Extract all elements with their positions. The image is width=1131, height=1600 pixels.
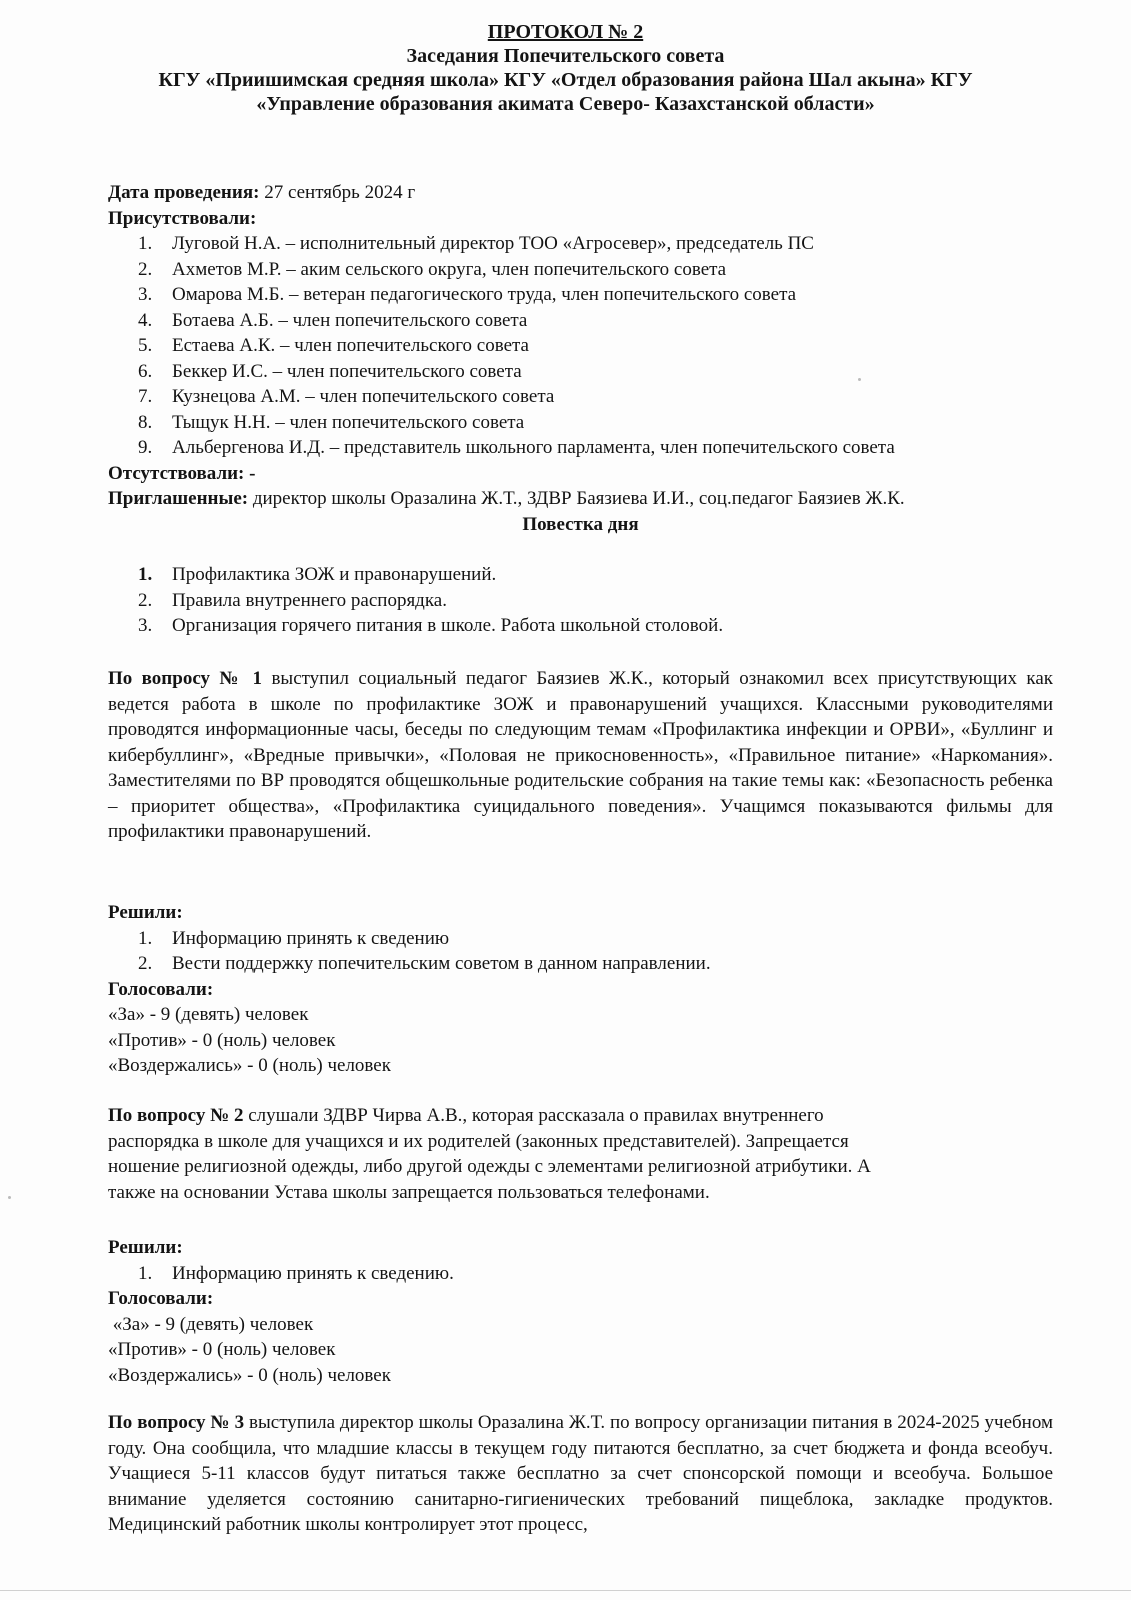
document-header — [60, 20, 1071, 116]
date-value: 27 сентябрь 2024 г — [259, 182, 416, 203]
member-item — [108, 384, 1053, 410]
vote-abstained: «Воздержались» - 0 (ноль) человек — [108, 1055, 391, 1076]
member-number: 6. — [138, 360, 153, 382]
meeting-date — [108, 180, 1053, 206]
organization-line-2: «Управление образования акимата Северо- Казахстанской области» — [256, 93, 875, 115]
organization-line-1: КГУ «Приишимская средняя школа» КГУ «Отдел образования района Шал акына» КГУ — [158, 69, 973, 91]
vote-abstained: «Воздержались» - 0 (ноль) человек — [108, 1364, 391, 1386]
member-text: Естаева А.К. – член попечительского совета — [172, 335, 529, 356]
member-number: 8. — [138, 411, 153, 433]
question-2-decision — [108, 1235, 1053, 1388]
agenda-list — [108, 562, 1053, 639]
agenda-item — [108, 562, 1053, 588]
question-1-text: выступил социальный педагог Баязиев Ж.К., который ознакомил всех присутствующих как ведется работа в школе по профилактике ЗОЖ и правонарушений учащихся. Классными руководителями проводятся информационные часы, беседы по следующим темам «Профилактика инфекции и ОРВИ», «Буллинг и кибербуллинг», «Вредные привычки», «Половая не прикосновенность», «Правильное питание» «Наркомания». Заместителями по ВР проводятся общешкольные родительские собрания на такие темы как: «Безопасность ребенка – приоритет общества», «Профилактика суицидального поведения». Учащимся показываются фильмы для профилактики правонарушений. — [108, 668, 1054, 842]
decision-text: Вести поддержку попечительским советом в данном направлении. — [172, 953, 711, 974]
member-item — [108, 257, 1053, 283]
question-2-text: слушали ЗДВР Чирва А.В., которая рассказала о правилах внутреннего — [243, 1105, 824, 1126]
member-text: Беккер И.С. – член попечительского совета — [172, 360, 522, 382]
member-text: Ахметов М.Р. – аким сельского округа, член попечительского совета — [172, 258, 727, 280]
decision-number: 1. — [138, 1262, 153, 1284]
question-2-line: ношение религиозной одежды, либо другой одежды с элементами религиозной атрибутики. А — [108, 1156, 871, 1177]
scan-speck — [858, 378, 861, 381]
member-number: 4. — [138, 309, 153, 331]
decision-number: 2. — [138, 953, 153, 974]
agenda-item — [108, 588, 1053, 614]
question-1-paragraph — [108, 666, 1053, 845]
question-2-line — [108, 1103, 1053, 1129]
protocol-title: ПРОТОКОЛ № 2 — [487, 21, 644, 43]
scan-edge — [0, 1590, 1131, 1591]
members-list — [108, 231, 1053, 461]
member-item — [108, 282, 1053, 308]
invited-line — [108, 486, 1053, 512]
member-number: 7. — [138, 386, 153, 407]
agenda-number: 1. — [138, 564, 153, 585]
member-item — [108, 359, 1053, 385]
member-text: Луговой Н.А. – исполнительный директор ТОО «Агросевер», председатель ПС — [172, 233, 814, 254]
meeting-info — [108, 180, 1053, 537]
agenda-title: Повестка дня — [522, 513, 639, 535]
member-text: Ботаева А.Б. – член попечительского совета — [172, 309, 528, 331]
member-item — [108, 308, 1053, 334]
decision-text: Информацию принять к сведению — [172, 927, 450, 949]
question-3-paragraph — [108, 1410, 1053, 1538]
agenda-text: Организация горячего питания в школе. Работа школьной столовой. — [172, 615, 724, 636]
decision-number: 1. — [138, 927, 153, 949]
question-2-line: распорядка в школе для учащихся и их родителей (законных представителей). Запрещается — [108, 1130, 849, 1152]
question-3-text: выступила директор школы Оразалина Ж.Т. по вопросу организации питания в 2024-2025 учебном году. Она сообщила, что младшие классы в текущем году питаются бесплатно, за счет бюджета и фонда всеобуч. Учащиеся 5-11 классов будут питаться также бесплатно за счет спонсорской помощи и всеобуча. Большое внимание уделяется состоянию санитарно-гигиенических требований пищеблока, закладке продуктов. Медицинский работник школы контролирует этот процесс, — [108, 1412, 1053, 1535]
question-1-lead: По вопросу № 1 — [108, 668, 263, 689]
invited-value: директор школы Оразалина Ж.Т., ЗДВР Баязиева И.И., соц.педагог Баязиев Ж.К. — [248, 488, 905, 509]
agenda-number: 3. — [138, 615, 153, 636]
absent-label: Отсутствовали: - — [108, 462, 256, 484]
member-item — [108, 231, 1053, 257]
agenda-text: Правила внутреннего распорядка. — [172, 589, 447, 611]
member-number: 3. — [138, 284, 153, 305]
member-text: Альбергенова И.Д. – представитель школьного парламента, член попечительского совета — [172, 437, 895, 458]
meeting-type: Заседания Попечительского совета — [406, 45, 725, 67]
member-item — [108, 435, 1053, 461]
vote-for: «За» - 9 (девять) человек — [108, 1004, 309, 1025]
decision-item — [108, 1261, 1053, 1287]
question-2-lead: По вопросу № 2 — [108, 1105, 244, 1126]
decisions-list — [108, 926, 1053, 977]
question-2-line: также на основании Устава школы запрещается пользоваться телефонами. — [108, 1181, 710, 1203]
member-number: 1. — [138, 233, 153, 254]
decision-item — [108, 951, 1053, 977]
decided-label: Решили: — [108, 902, 183, 923]
member-item — [108, 333, 1053, 359]
member-item — [108, 410, 1053, 436]
vote-against: «Против» - 0 (ноль) человек — [108, 1029, 336, 1051]
agenda-item — [108, 613, 1053, 639]
question-3-lead: По вопросу № 3 — [108, 1412, 245, 1433]
member-number: 9. — [138, 437, 153, 458]
question-2-paragraph — [108, 1103, 1053, 1205]
member-text: Кузнецова А.М. – член попечительского совета — [172, 386, 555, 407]
member-text: Омарова М.Б. – ветеран педагогического труда, член попечительского совета — [172, 284, 797, 305]
vote-for: «За» - 9 (девять) человек — [108, 1313, 314, 1335]
decided-label: Решили: — [108, 1237, 183, 1258]
decision-item — [108, 926, 1053, 952]
present-label: Присутствовали: — [108, 207, 257, 229]
agenda-number: 2. — [138, 589, 153, 611]
decisions-list — [108, 1261, 1053, 1287]
member-text: Тыщук Н.Н. – член попечительского совета — [172, 411, 525, 433]
invited-label: Приглашенные: — [108, 488, 249, 509]
agenda-section — [108, 562, 1053, 639]
voted-label: Голосовали: — [108, 1288, 214, 1309]
decision-text: Информацию принять к сведению. — [172, 1262, 454, 1284]
vote-against: «Против» - 0 (ноль) человек — [108, 1339, 336, 1360]
voted-label: Голосовали: — [108, 978, 214, 1000]
question-1-decision — [108, 900, 1053, 1079]
member-number: 5. — [138, 335, 153, 356]
date-label: Дата проведения: — [108, 182, 260, 203]
member-number: 2. — [138, 258, 153, 280]
scan-speck — [8, 1196, 11, 1199]
agenda-text: Профилактика ЗОЖ и правонарушений. — [172, 564, 497, 585]
